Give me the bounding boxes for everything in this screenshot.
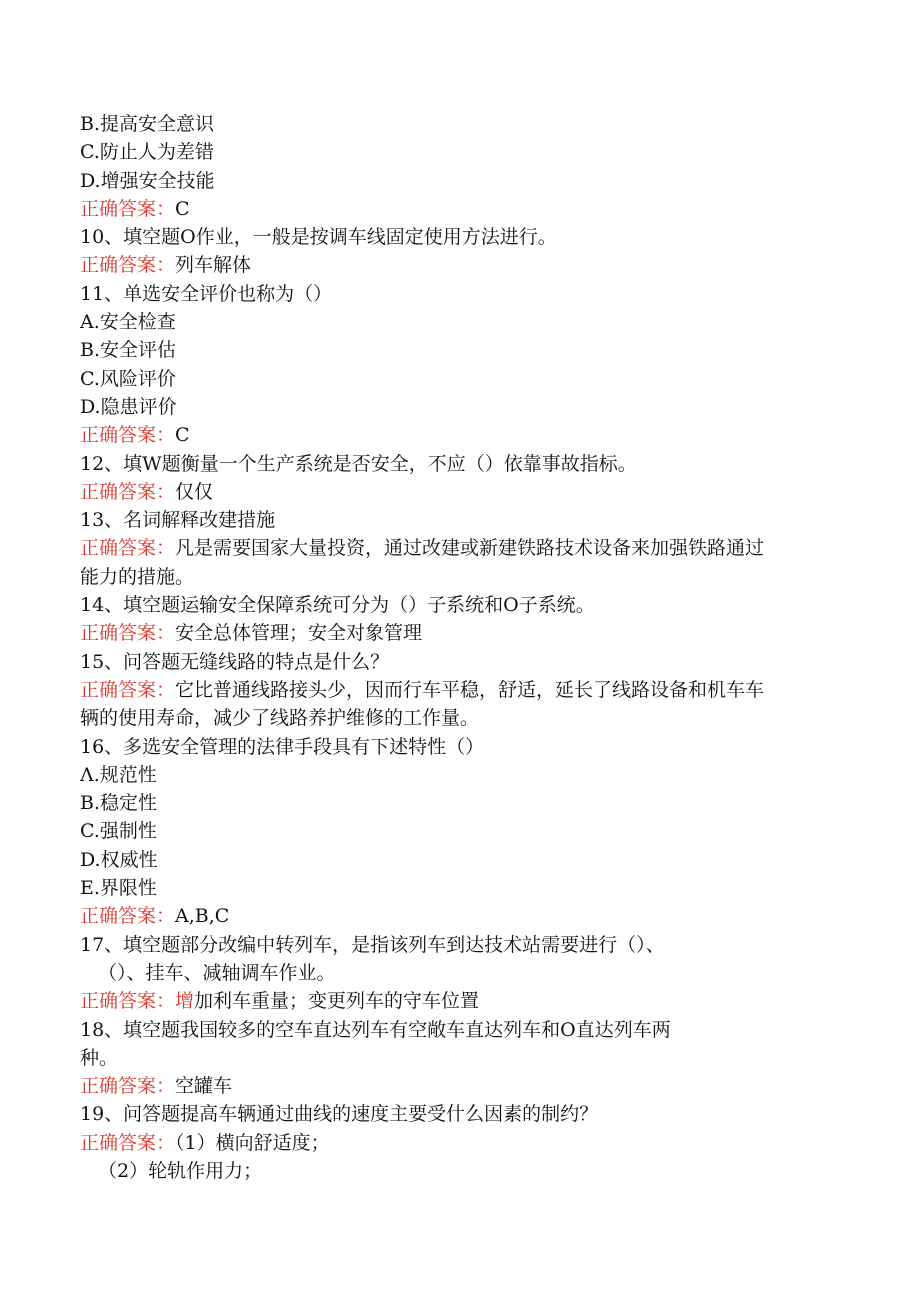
answer-label: 正确答案： (80, 424, 176, 447)
answer-line (80, 478, 820, 506)
text-line: 辆的使用寿命，减少了线路养护维修的工作量。 (80, 707, 480, 730)
answer-line (80, 251, 820, 279)
answer-label: 正确答案： (80, 1131, 176, 1154)
answer-line (80, 619, 820, 647)
answer-label: 正确答案： (80, 1075, 176, 1098)
text-line: 种。 (80, 1046, 119, 1069)
text-line: D.权威性 (80, 848, 158, 871)
text-line: 13、名词解释改建措施 (80, 509, 276, 532)
answer-label: 正确答案： (80, 622, 176, 645)
answer-text: 它比普通线路接头少，因而行车平稳，舒适，延长了线路设备和机车车 (175, 678, 765, 701)
text-line: 10、填空题O作业，一般是按调车线固定使用方法进行。 (80, 226, 557, 249)
answer-text: 空罐车 (175, 1075, 233, 1098)
text-line: Λ.规范性 (80, 763, 157, 786)
text-line: 18、填空题我国较多的空车直达列车有空敞车直达列车和O直达列车两 (80, 1018, 671, 1041)
text-line: C.防止人为差错 (80, 141, 214, 164)
text-line: B.安全评估 (80, 339, 177, 362)
text-line: D.隐患评价 (80, 395, 177, 418)
question-list (80, 110, 820, 1185)
text-line: 19、问答题提高车辆通过曲线的速度主要受什么因素的制约？ (80, 1103, 599, 1126)
text-line: 12、填W题衡量一个生产系统是否安全，不应（）依靠事故指标。 (80, 452, 637, 475)
answer-line (80, 676, 820, 704)
answer-text: 仅仅 (175, 480, 214, 503)
answer-label: 正确答案： (80, 197, 176, 220)
text-line: 11、单选安全评价也称为（） (80, 282, 333, 305)
answer-line (80, 902, 820, 930)
answer-text: （1）横向舒适度； (175, 1131, 330, 1154)
text-line: 14、填空题运输安全保障系统可分为（）子系统和O子系统。 (80, 594, 595, 617)
answer-text: 加利车重量；变更列车的守车位置 (194, 990, 480, 1013)
text-line: 17、填空题部分改编中转列车，是指该列车到达技术站需要进行（）、 (80, 933, 665, 956)
answer-text: C (175, 424, 190, 447)
text-line: 16、多选安全管理的法律手段具有下述特性（） (80, 735, 485, 758)
text-line: E.界限性 (80, 877, 157, 900)
text-line: （2）轮轨作用力； (98, 1159, 263, 1182)
answer-text: 凡是需要国家大量投资，通过改建或新建铁路技术设备来加强铁路通过 (175, 537, 765, 560)
answer-label: 正确答案： (80, 480, 176, 503)
text-line: 15、问答题无缝线路的特点是什么？ (80, 650, 390, 673)
answer-line (80, 1072, 820, 1100)
answer-line (80, 987, 820, 1015)
answer-text: 安全总体管理；安全对象管理 (175, 622, 423, 645)
answer-line (80, 421, 820, 449)
text-line: 能力的措施。 (80, 565, 195, 588)
text-line: D.增强安全技能 (80, 169, 215, 192)
answer-line (80, 534, 820, 562)
text-line: （）、挂车、减轴调车作业。 (98, 961, 336, 984)
answer-label: 正确答案： (80, 254, 176, 277)
answer-line (80, 1129, 820, 1157)
answer-line (80, 195, 820, 223)
text-line: B.稳定性 (80, 792, 158, 815)
text-line: C.风险评价 (80, 367, 176, 390)
text-line: C.强制性 (80, 820, 157, 843)
answer-label: 正确答案： (80, 537, 176, 560)
answer-label: 正确答案： (80, 905, 176, 928)
answer-label: 正确答案：增 (80, 990, 195, 1013)
text-line: B.提高安全意识 (80, 113, 215, 135)
answer-text: C (175, 197, 190, 220)
answer-label: 正确答案： (80, 678, 176, 701)
answer-text: 列车解体 (175, 254, 252, 277)
text-line: A.安全检查 (80, 311, 176, 334)
answer-text: A,B,C (175, 905, 230, 928)
